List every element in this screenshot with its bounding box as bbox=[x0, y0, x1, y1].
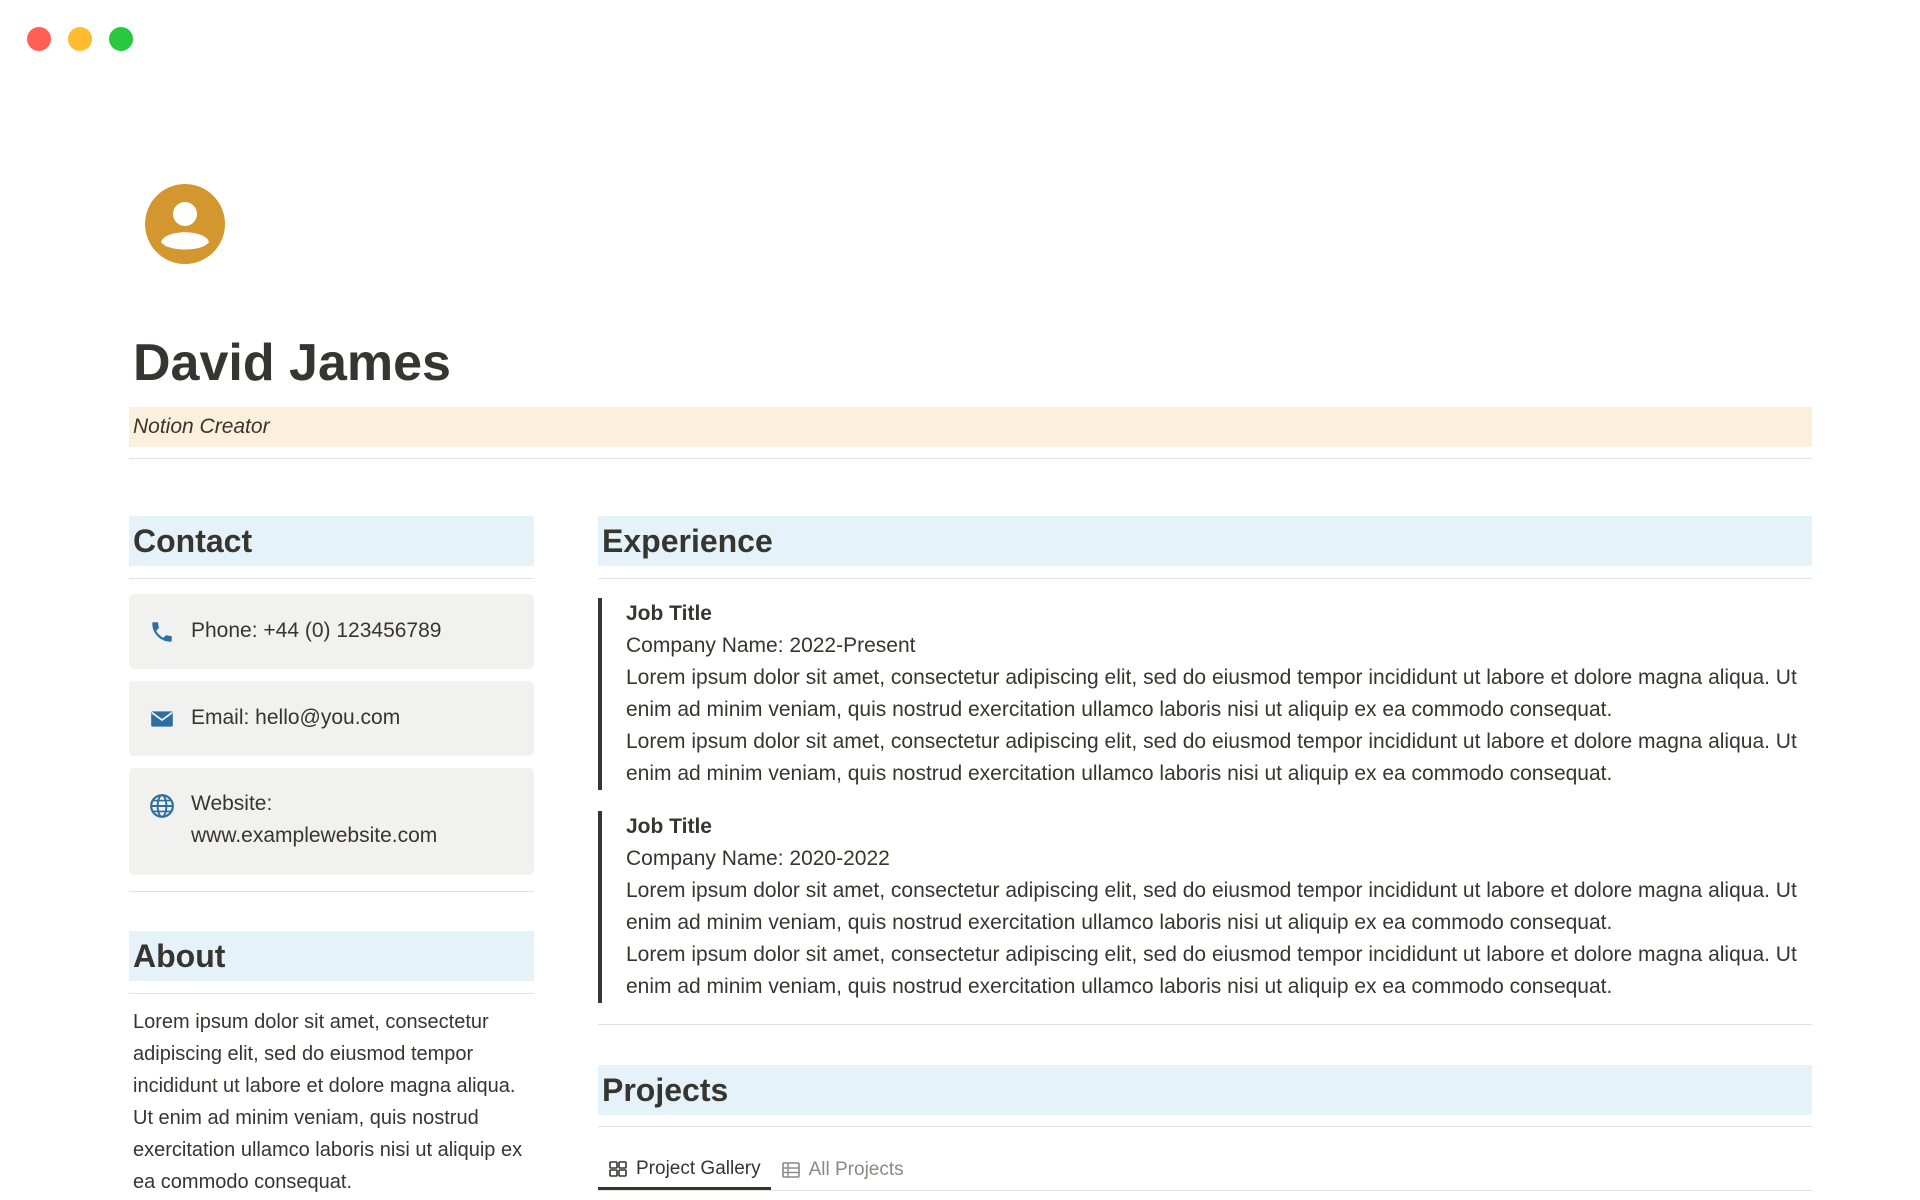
minimize-window-button[interactable] bbox=[68, 27, 92, 51]
website-label: Website: bbox=[191, 792, 273, 815]
about-heading[interactable]: About bbox=[129, 931, 534, 981]
zoom-window-button[interactable] bbox=[109, 27, 133, 51]
projects-view-tabs bbox=[598, 1150, 914, 1190]
website-url[interactable]: www.examplewebsite.com bbox=[191, 824, 438, 847]
divider bbox=[129, 993, 534, 994]
user-icon[interactable] bbox=[145, 184, 225, 264]
tab-project-gallery[interactable] bbox=[598, 1150, 771, 1190]
email-text: Email: hello@you.com bbox=[191, 706, 401, 729]
website-card[interactable] bbox=[129, 768, 534, 875]
job-description: Lorem ipsum dolor sit amet, consectetur adipiscing elit, sed do eiusmod tempor incididunt ut labore et dolore magna aliqua. Ut enim ad minim veniam, quis nostrud exercitation ullamco laboris nisi ut aliquip ex ea commodo consequat. bbox=[626, 879, 1797, 934]
mail-icon bbox=[149, 706, 175, 732]
window-controls bbox=[27, 27, 133, 51]
divider bbox=[598, 1126, 1812, 1127]
phone-text: Phone: +44 (0) 123456789 bbox=[191, 619, 442, 642]
experience-heading[interactable]: Experience bbox=[598, 516, 1812, 566]
tab-label: All Projects bbox=[808, 1159, 904, 1180]
job-description: Lorem ipsum dolor sit amet, consectetur adipiscing elit, sed do eiusmod tempor incididunt ut labore et dolore magna aliqua. Ut enim ad minim veniam, quis nostrud exercitation ullamco laboris nisi ut aliquip ex ea commodo consequat. bbox=[626, 943, 1797, 998]
email-card[interactable] bbox=[129, 681, 534, 756]
gallery-icon bbox=[608, 1159, 628, 1179]
contact-heading[interactable]: Contact bbox=[129, 516, 534, 566]
experience-entry[interactable] bbox=[598, 811, 1798, 1003]
table-icon bbox=[781, 1160, 801, 1180]
page-title[interactable]: David James bbox=[133, 334, 451, 392]
tab-label: Project Gallery bbox=[636, 1157, 761, 1179]
company-name: Company Name: 2022-Present bbox=[626, 634, 916, 657]
divider bbox=[129, 458, 1812, 459]
job-title: Job Title bbox=[626, 815, 712, 838]
subtitle-callout[interactable]: Notion Creator bbox=[129, 407, 1812, 447]
divider bbox=[598, 578, 1812, 579]
phone-icon bbox=[149, 619, 175, 645]
projects-heading[interactable]: Projects bbox=[598, 1065, 1812, 1115]
close-window-button[interactable] bbox=[27, 27, 51, 51]
divider bbox=[598, 1190, 1812, 1191]
divider bbox=[129, 578, 534, 579]
divider bbox=[598, 1024, 1812, 1025]
experience-entry[interactable] bbox=[598, 598, 1798, 790]
job-description: Lorem ipsum dolor sit amet, consectetur adipiscing elit, sed do eiusmod tempor incididunt ut labore et dolore magna aliqua. Ut enim ad minim veniam, quis nostrud exercitation ullamco laboris nisi ut aliquip ex ea commodo consequat. bbox=[626, 666, 1797, 721]
company-name: Company Name: 2020-2022 bbox=[626, 847, 890, 870]
phone-card[interactable] bbox=[129, 594, 534, 669]
globe-icon bbox=[149, 793, 175, 819]
job-description: Lorem ipsum dolor sit amet, consectetur adipiscing elit, sed do eiusmod tempor incididunt ut labore et dolore magna aliqua. Ut enim ad minim veniam, quis nostrud exercitation ullamco laboris nisi ut aliquip ex ea commodo consequat. bbox=[626, 730, 1797, 785]
divider bbox=[129, 891, 534, 892]
job-title: Job Title bbox=[626, 602, 712, 625]
about-text[interactable]: Lorem ipsum dolor sit amet, consectetur adipiscing elit, sed do eiusmod tempor incididunt ut labore et dolore magna aliqua. Ut enim ad minim veniam, quis nostrud exercitation ullamco laboris nisi ut aliquip ex ea commodo consequat. bbox=[133, 1011, 523, 1193]
tab-all-projects[interactable] bbox=[771, 1150, 914, 1190]
